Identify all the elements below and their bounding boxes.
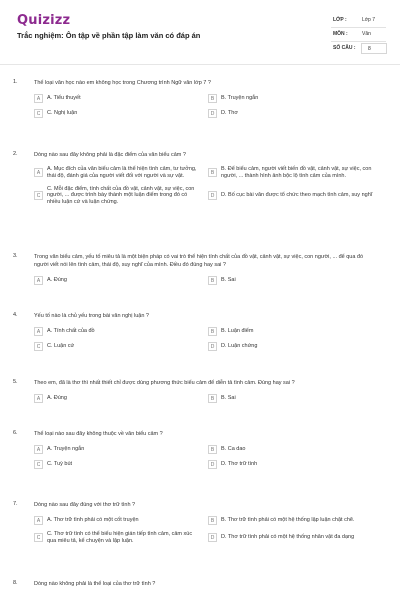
option-text: C. Nghị luận [47, 110, 78, 117]
option-letter-box: D [208, 460, 217, 469]
option-text: D. Luận chứng [221, 343, 258, 350]
option-text: D. Bố cục bài văn được tổ chức theo mạch tình cảm, suy nghĩ [221, 192, 373, 199]
options [34, 166, 382, 212]
option-letter-box: A [34, 168, 43, 177]
option-letter-box: B [208, 276, 217, 285]
option-a[interactable] [34, 327, 208, 336]
option-letter-box: A [34, 327, 43, 336]
option-letter-box: C [34, 191, 43, 200]
options [34, 276, 382, 291]
option-letter-box: D [208, 191, 217, 200]
meta-value: 8 [368, 46, 371, 52]
options [34, 445, 382, 475]
option-letter-box: B [208, 394, 217, 403]
option-letter-box: D [208, 342, 217, 351]
option-d[interactable] [208, 186, 382, 206]
option-c[interactable] [34, 186, 208, 206]
meta-info [331, 14, 386, 55]
option-text: A. Tính chất của đồ [47, 328, 95, 335]
options [34, 327, 382, 357]
option-text: A. Thơ trữ tình phải có một cốt truyện [47, 517, 139, 524]
question-list [0, 79, 400, 600]
option-b[interactable] [208, 276, 382, 285]
header-divider [0, 64, 400, 65]
question-number: 1. [13, 79, 18, 85]
option-letter-box: A [34, 516, 43, 525]
option-text: A. Đúng [47, 395, 67, 402]
option-text: C. Thơ trữ tình có thể biểu hiện gián tiếp tình cảm, cảm xúc qua miêu tả, kể chuyện và lập luận. [47, 531, 193, 544]
question-number: 3. [13, 253, 18, 259]
option-b[interactable] [208, 327, 382, 336]
option-letter-box: A [34, 445, 43, 454]
option-text: D. Thơ trữ tình [221, 461, 258, 468]
question-text: Yếu tố nào là chủ yếu trong bài văn nghị luận ? [34, 313, 149, 319]
option-b[interactable] [208, 516, 382, 525]
question-8 [0, 580, 400, 600]
option-text: C. Luận cứ [47, 343, 75, 350]
question-text: Dòng nào sau đây không phải là đặc điểm của văn biểu cảm ? [34, 152, 186, 158]
option-text: A. Mục đích của văn biểu cảm là thể hiện tình cảm, tư tưởng, thái độ, đánh giá của người viết đối với người và sự vật. [47, 166, 197, 179]
option-a[interactable] [34, 166, 208, 180]
question-7 [0, 501, 400, 580]
meta-value: Lớp 7 [362, 17, 376, 23]
option-c[interactable] [34, 109, 208, 118]
option-b[interactable] [208, 94, 382, 103]
question-text: Thể loại văn học nào em không học trong Chương trình Ngữ văn lớp 7 ? [34, 80, 211, 86]
meta-key: MÔN : [333, 31, 348, 37]
option-text: D. Thơ trữ tình phải có một hệ thống nhân vật đa dạng [221, 534, 355, 541]
header [0, 0, 400, 64]
option-c[interactable] [34, 531, 208, 545]
option-d[interactable] [208, 460, 382, 469]
option-letter-box: C [34, 460, 43, 469]
option-text: D. Thơ [221, 110, 238, 117]
option-text: A. Tiểu thuyết [47, 95, 81, 102]
option-a[interactable] [34, 94, 208, 103]
option-letter-box: B [208, 327, 217, 336]
option-text: B. Để biểu cảm, người viết biến đồ vật, cảnh vật, sự việc, con người, ... thành hình ảnh bộc lộ tình cảm của mình. [221, 166, 372, 179]
meta-key: LỚP : [333, 17, 347, 23]
option-letter-box: B [208, 516, 217, 525]
option-text: B. Thơ trữ tình phải có một hệ thống lập luận chặt chẽ. [221, 517, 355, 524]
option-letter-box: B [208, 445, 217, 454]
option-letter-box: B [208, 168, 217, 177]
question-4 [0, 312, 400, 379]
meta-row-grade [331, 14, 386, 28]
question-6 [0, 430, 400, 501]
question-number: 4. [13, 312, 18, 318]
option-text: B. Ca dao [221, 446, 246, 453]
meta-row-count [331, 42, 386, 55]
question-1 [0, 79, 400, 151]
question-text: Dòng nào không phải là thể loại của thơ trữ tình ? [34, 581, 156, 587]
meta-key: SỐ CÂU : [333, 45, 356, 51]
question-number: 5. [13, 379, 18, 385]
option-b[interactable] [208, 394, 382, 403]
question-text: Thể loại nào sau đây không thuộc về văn biểu cảm ? [34, 431, 163, 437]
question-text: Dòng nào sau đây đúng với thơ trữ tình ? [34, 502, 136, 508]
option-text: B. Sai [221, 395, 236, 402]
option-a[interactable] [34, 276, 208, 285]
option-letter-box: D [208, 109, 217, 118]
option-letter-box: A [34, 94, 43, 103]
question-text: Trong văn biểu cảm, yếu tố miêu tả là một biện pháp có vai trò thể hiện tính chất của đồ vật, cảnh vật, sự việc, con người, ... để qua đó người viết nói lên tình cảm, thái độ, suy nghĩ của mình. Điều đó đúng hay sai ? [34, 254, 364, 268]
meta-row-subject [331, 28, 386, 42]
meta-value: Văn [362, 31, 371, 37]
option-text: C. Tuỳ bút [47, 461, 73, 468]
option-text: B. Truyện ngắn [221, 95, 259, 102]
options [34, 394, 382, 409]
option-d[interactable] [208, 531, 382, 545]
option-a[interactable] [34, 516, 208, 525]
option-text: A. Đúng [47, 277, 67, 284]
question-text: Theo em, đã là thơ thì nhất thiết chỉ được dùng phương thức biểu cảm để diễn tả tình cảm. Đúng hay sai ? [34, 380, 295, 386]
page-title: Trắc nghiệm: Ôn tập về phần tập làm văn có đáp án [17, 31, 201, 40]
question-number: 7. [13, 501, 18, 507]
option-text: C. Mỗi đặc điểm, tính chất của đồ vật, cảnh vật, sự việc, con người, ... được trình bày thành một luận điểm trong đó có nhiều luận cứ và luận chứng. [47, 185, 195, 206]
question-5 [0, 379, 400, 430]
question-2 [0, 151, 400, 253]
question-number: 6. [13, 430, 18, 436]
option-a[interactable] [34, 394, 208, 403]
option-letter-box: A [34, 276, 43, 285]
quizizz-logo[interactable]: Quizizz [17, 13, 71, 28]
question-number: 8. [13, 580, 18, 586]
option-letter-box: C [34, 342, 43, 351]
option-a[interactable] [34, 445, 208, 454]
option-text: B. Sai [221, 277, 236, 284]
option-b[interactable] [208, 166, 382, 180]
option-d[interactable] [208, 342, 382, 351]
question-count-box [361, 43, 387, 54]
option-c[interactable] [34, 460, 208, 469]
option-text: A. Truyện ngắn [47, 446, 85, 453]
option-d[interactable] [208, 109, 382, 118]
option-text: B. Luận điểm [221, 328, 254, 335]
option-b[interactable] [208, 445, 382, 454]
options [34, 516, 382, 551]
option-letter-box: D [208, 533, 217, 542]
question-3 [0, 253, 400, 312]
option-letter-box: C [34, 109, 43, 118]
option-letter-box: C [34, 533, 43, 542]
option-letter-box: A [34, 394, 43, 403]
question-number: 2. [13, 151, 18, 157]
option-letter-box: B [208, 94, 217, 103]
options [34, 94, 382, 124]
option-c[interactable] [34, 342, 208, 351]
